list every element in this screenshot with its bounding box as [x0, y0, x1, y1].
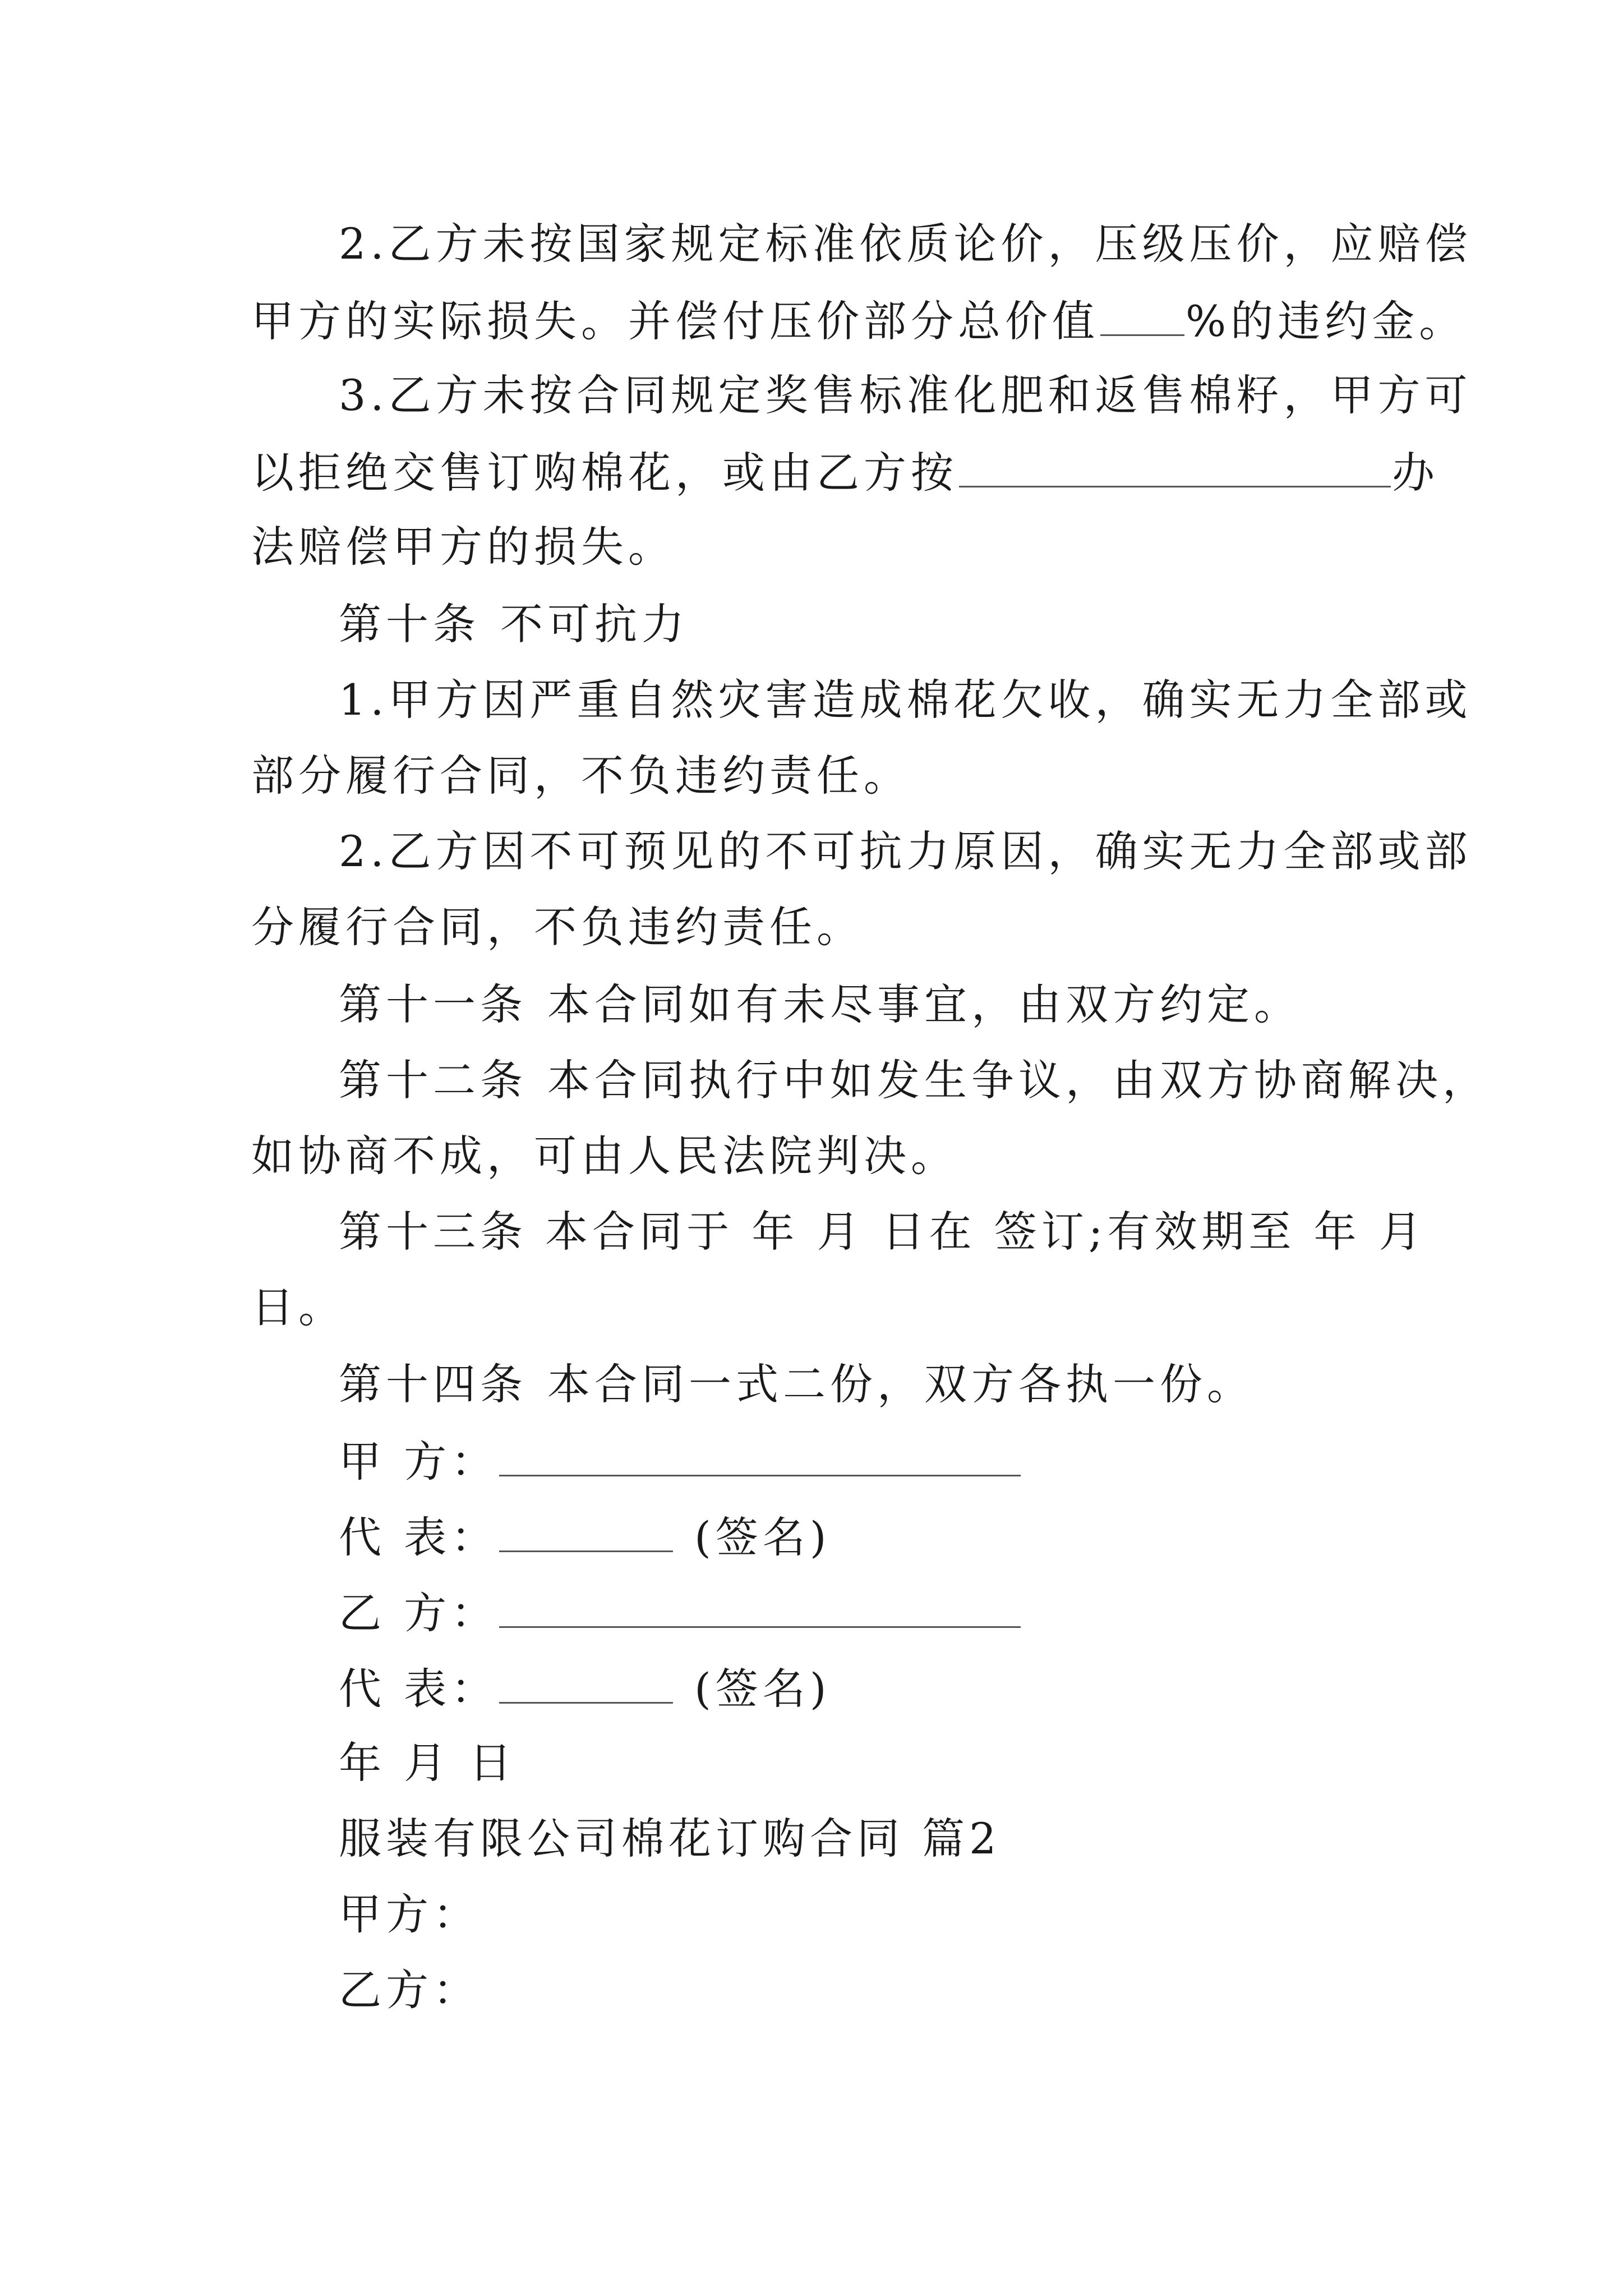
- party-a-label: 甲 方：: [339, 1437, 499, 1487]
- compensation-method-blank: [959, 443, 1391, 487]
- article-13-line-2: 日。: [251, 1282, 345, 1332]
- section-2-party-b: 乙方：: [339, 1965, 480, 2015]
- clause-10-1-line-1: 1.甲方因严重自然灾害造成棉花欠收，确实无力全部或: [339, 675, 1472, 725]
- clause-9-3-line-3: 法赔偿甲方的损失。: [251, 522, 675, 572]
- clause-9-2-line-1: 2.乙方未按国家规定标准依质论价，压级压价，应赔偿: [339, 219, 1472, 269]
- article-14: [339, 1356, 1254, 1412]
- clause-10-2-line-1: 2.乙方因不可预见的不可抗力原因，确实无力全部或部: [339, 826, 1472, 876]
- article-12-line-2: 如协商不成，可由人民法院判决。: [251, 1131, 958, 1181]
- rep-a-sign-note: (签名): [694, 1512, 831, 1562]
- rep-a-label: 代 表：: [339, 1512, 499, 1562]
- clause-9-3-text: 以拒绝交售订购棉花，或由乙方按: [251, 448, 958, 498]
- article-13-line-1: 第十三条 本合同于 年 月 日在 签订;有效期至 年 月: [339, 1207, 1426, 1257]
- article-11: [339, 977, 1301, 1033]
- clause-9-2-suffix: %的违约金。: [1186, 296, 1467, 346]
- article-10-heading: [339, 596, 689, 652]
- party-b-representative-line: [339, 1659, 831, 1715]
- party-b-blank: [499, 1584, 1021, 1628]
- clause-9-3-suffix: 办: [1392, 448, 1439, 498]
- article-12-line-1: [339, 1052, 1490, 1108]
- article-10-title: 不可抗力: [500, 599, 689, 649]
- party-a-blank: [499, 1432, 1021, 1476]
- article-10-number: 第十条: [339, 599, 480, 649]
- rep-b-label: 代 表：: [339, 1664, 499, 1714]
- penalty-percent-blank: [1100, 292, 1184, 336]
- clause-10-2-line-2: 分履行合同，不负违约责任。: [251, 902, 864, 952]
- clause-9-3-line-1: 3.乙方未按合同规定奖售标准化肥和返售棉籽，甲方可: [339, 370, 1472, 420]
- party-a-representative-line: [339, 1508, 831, 1564]
- article-11-number: 第十一条: [339, 979, 527, 1029]
- section-2-party-a: 甲方：: [339, 1889, 480, 1939]
- clause-10-1-line-2: 部分履行合同，不负违约责任。: [251, 751, 911, 800]
- party-a-signature-line: [339, 1432, 1022, 1488]
- rep-b-blank: [499, 1659, 673, 1704]
- clause-9-3-line-2: [251, 443, 1439, 499]
- rep-b-sign-note: (签名): [694, 1664, 831, 1714]
- rep-a-blank: [499, 1508, 673, 1552]
- article-14-text: 本合同一式二份，双方各执一份。: [547, 1359, 1254, 1409]
- section-2-title: 服装有限公司棉花订购合同 篇2: [339, 1814, 1001, 1864]
- party-b-signature-line: [339, 1584, 1022, 1640]
- clause-9-2-text: 甲方的实际损失。并偿付压价部分总价值: [251, 296, 1099, 346]
- party-b-label: 乙 方：: [339, 1588, 499, 1638]
- article-12-number: 第十二条: [339, 1055, 527, 1105]
- signature-date: 年 月 日: [339, 1738, 517, 1788]
- clause-9-2-line-2: [251, 292, 1466, 348]
- article-11-text: 本合同如有未尽事宜，由双方约定。: [547, 979, 1301, 1029]
- article-12-text: 本合同执行中如发生争议，由双方协商解决，: [547, 1055, 1490, 1105]
- article-14-number: 第十四条: [339, 1359, 527, 1409]
